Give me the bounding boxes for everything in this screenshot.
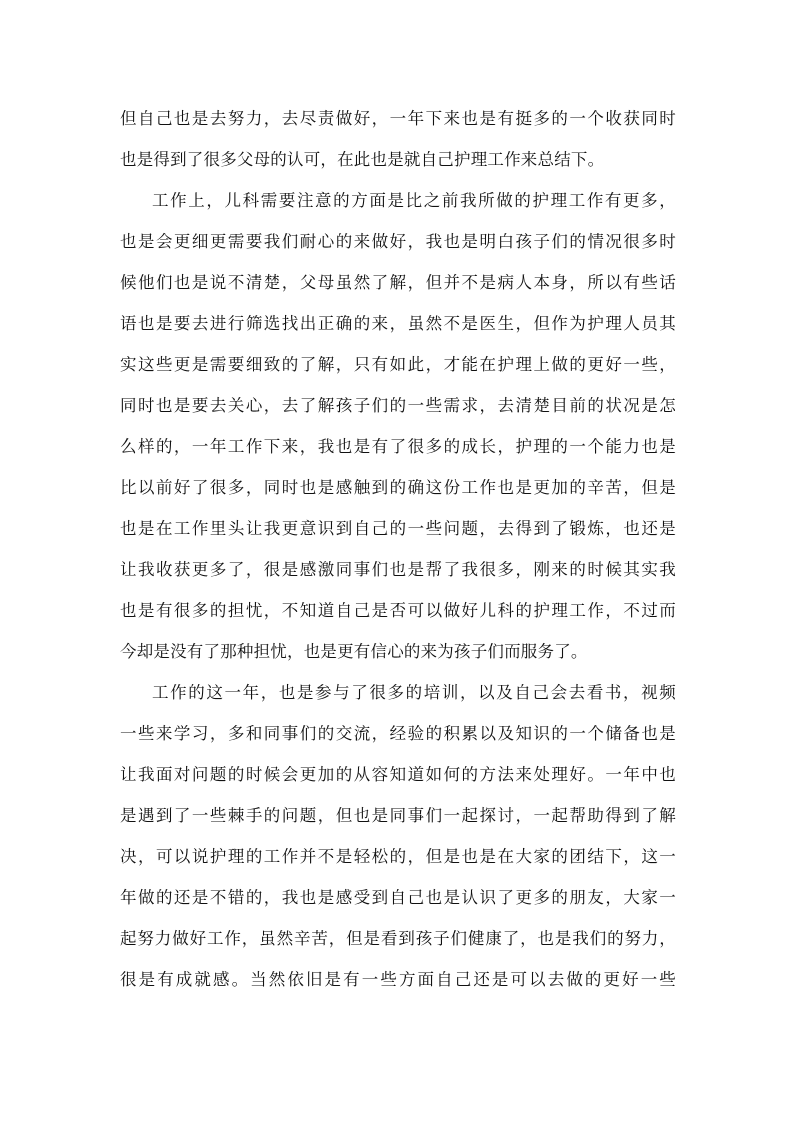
text-line: 起努力做好工作，虽然辛苦，但是看到孩子们健康了，也是我们的努力， bbox=[120, 929, 676, 948]
document-body bbox=[120, 104, 676, 1006]
text-line: 也是有很多的担忧，不知道自己是否可以做好儿科的护理工作，不过而 bbox=[120, 601, 676, 620]
text-line: 比以前好了很多，同时也是感触到的确这份工作也是更加的辛苦，但是 bbox=[120, 478, 676, 497]
text-line: 工作的这一年，也是参与了很多的培训，以及自己会去看书，视频 bbox=[152, 683, 676, 702]
text-line: 工作上，儿科需要注意的方面是比之前我所做的护理工作有更多， bbox=[152, 191, 676, 210]
text-line: 是遇到了一些棘手的问题，但也是同事们一起探讨，一起帮助得到了解 bbox=[120, 806, 676, 825]
text-line: 决，可以说护理的工作并不是轻松的，但是也是在大家的团结下，这一 bbox=[120, 847, 676, 866]
text-line: 么样的，一年工作下来，我也是有了很多的成长，护理的一个能力也是 bbox=[120, 437, 676, 456]
text-line: 也是得到了很多父母的认可，在此也是就自己护理工作来总结下。 bbox=[120, 150, 605, 169]
text-line: 今却是没有了那种担忧，也是更有信心的来为孩子们而服务了。 bbox=[120, 642, 588, 661]
text-line: 但自己也是去努力，去尽责做好，一年下来也是有挺多的一个收获同时 bbox=[120, 109, 676, 128]
text-line: 让我收获更多了，很是感激同事们也是帮了我很多，刚来的时候其实我 bbox=[120, 560, 676, 579]
text-line: 也是会更细更需要我们耐心的来做好，我也是明白孩子们的情况很多时 bbox=[120, 232, 676, 251]
text-line: 同时也是要去关心，去了解孩子们的一些需求，去清楚目前的状况是怎 bbox=[120, 396, 676, 415]
text-line: 让我面对问题的时候会更加的从容知道如何的方法来处理好。一年中也 bbox=[120, 765, 676, 784]
text-line: 候他们也是说不清楚，父母虽然了解，但并不是病人本身，所以有些话 bbox=[120, 273, 676, 292]
text-line: 一些来学习，多和同事们的交流，经验的积累以及知识的一个储备也是 bbox=[120, 724, 676, 743]
text-line: 语也是要去进行筛选找出正确的来，虽然不是医生，但作为护理人员其 bbox=[120, 314, 676, 333]
text-line: 年做的还是不错的，我也是感受到自己也是认识了更多的朋友，大家一 bbox=[120, 888, 676, 907]
text-line: 很是有成就感。当然依旧是有一些方面自己还是可以去做的更好一些 bbox=[120, 970, 676, 989]
text-line: 也是在工作里头让我更意识到自己的一些问题，去得到了锻炼，也还是 bbox=[120, 519, 676, 538]
text-line: 实这些更是需要细致的了解，只有如此，才能在护理上做的更好一些， bbox=[120, 355, 676, 374]
